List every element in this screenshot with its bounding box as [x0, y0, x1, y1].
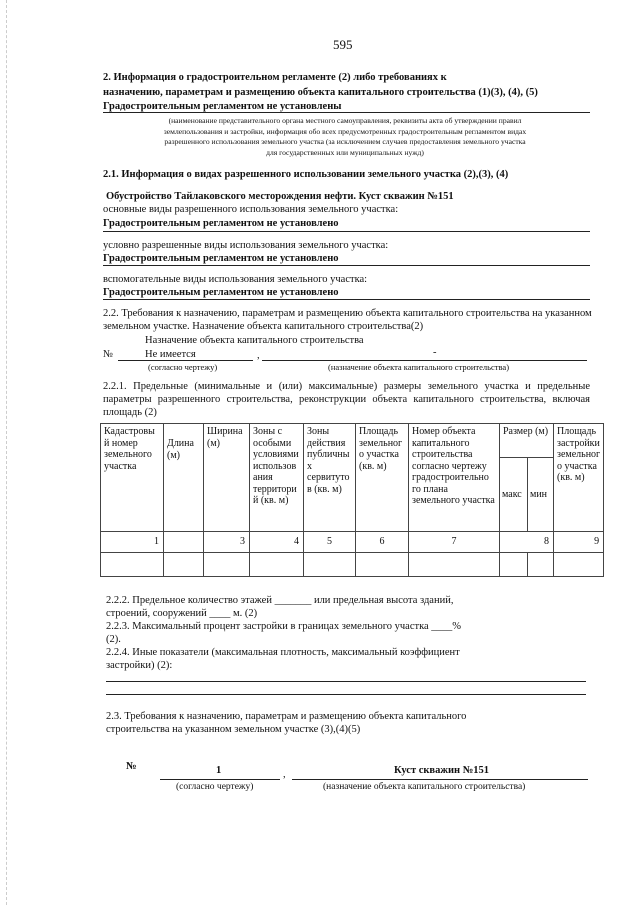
- caption-purpose: (назначение объекта капитального строительства): [328, 362, 510, 372]
- header-build-area: Площадь застройки земельног о участка (кв. м): [554, 424, 604, 532]
- cell: [204, 553, 250, 577]
- caption-line: разрешенного использования земельного участка (за исключением случаев предоставления земельного участка: [164, 137, 526, 146]
- underline: [103, 231, 590, 232]
- header-cadastral: Кадастровы й номер земельного участка: [101, 424, 164, 532]
- section222-text-cont: строений, сооружений ____ м. (2): [106, 608, 258, 619]
- col-number: [164, 532, 204, 553]
- auxiliary-uses-value: Градостроительным регламентом не установлено: [103, 287, 339, 298]
- number-sign: №: [103, 349, 114, 360]
- cell: [528, 553, 554, 577]
- col-number: 5: [304, 532, 356, 553]
- cell: [101, 553, 164, 577]
- drawing-number-value: Не имеется: [145, 349, 196, 360]
- section2-heading: 2. Информация о градостроительном регламенте (2) либо требованиях к: [103, 72, 447, 83]
- col-number: 8: [500, 532, 554, 553]
- table-row: [101, 553, 604, 577]
- header-special-zones: Зоны с особыми условиями использов ания территори й (кв. м): [250, 424, 304, 532]
- conditional-uses-label: условно разрешенные виды использования земельного участка:: [103, 240, 389, 251]
- page-number: 595: [333, 37, 353, 52]
- caption-drawing: (согласно чертежу): [176, 782, 254, 792]
- cell: [250, 553, 304, 577]
- cell: [409, 553, 500, 577]
- col-number: 9: [554, 532, 604, 553]
- section22-text-cont: земельном участке. Назначение объекта капитального строительства(2): [103, 321, 424, 332]
- purpose-value: -: [433, 347, 437, 358]
- cell: [164, 553, 204, 577]
- underline: [103, 265, 590, 266]
- caption-line: для государственных или муниципальных нужд): [266, 147, 424, 157]
- underline: [292, 779, 588, 780]
- section221-text: 2.2.1. Предельные (минимальные и (или) максимальные) размеры земельного участка и предельные: [103, 381, 590, 392]
- section223-text-cont: (2).: [106, 634, 121, 645]
- col-number: 3: [204, 532, 250, 553]
- caption-line: землепользования и застройки, информация обо всех предусмотренных градостроительным регламентом видах: [163, 126, 527, 136]
- header-max: макс: [500, 458, 528, 532]
- blank-line: [106, 694, 586, 695]
- header-width: Ширина (м): [204, 424, 250, 532]
- section21-heading: 2.1. Информация о видах разрешенного использовании земельного участка (2),(3), (4): [103, 169, 509, 180]
- section221-text-end: площадь (2): [103, 407, 157, 418]
- section2-value: Градостроительным регламентом не установлены: [103, 101, 342, 112]
- col-number: 4: [250, 532, 304, 553]
- cell: [554, 553, 604, 577]
- cell: [356, 553, 409, 577]
- scan-edge: [0, 0, 7, 905]
- caption-drawing: (согласно чертежу): [148, 362, 218, 372]
- header-object-number: Номер объекта капитального строительства согласно чертежу градостроительно го плана земельного участка: [409, 424, 500, 532]
- purpose-label: Назначение объекта капитального строительства: [145, 335, 364, 346]
- comma: ,: [257, 350, 260, 361]
- caption-purpose: (назначение объекта капитального строительства): [323, 782, 526, 792]
- header-servitude-zones: Зоны действия публичны х сервитуто в (кв. м): [304, 424, 356, 532]
- main-uses-label: основные виды разрешенного использования земельного участка:: [103, 204, 399, 215]
- col-number: 1: [101, 532, 164, 553]
- header-min: мин: [528, 458, 554, 532]
- section23-text-cont: строительства на указанном земельном участке (3),(4)(5): [106, 724, 361, 735]
- header-size: Размер (м): [500, 424, 554, 458]
- col-number: 6: [356, 532, 409, 553]
- header-length: Длина (м): [164, 424, 204, 532]
- caption-line: (наименование представительного органа местного самоуправления, реквизиты акта об утверждении правил: [168, 116, 522, 125]
- section224-text: 2.2.4. Иные показатели (максимальная плотность, максимальный коэффициент: [106, 647, 460, 658]
- section2-caption: [120, 116, 570, 158]
- cell: [500, 553, 528, 577]
- section22-text: 2.2. Требования к назначению, параметрам и размещению объекта капитального строительства на указанном: [103, 308, 592, 319]
- auxiliary-uses-label: вспомогательные виды использования земельного участка:: [103, 274, 368, 285]
- col-number: 7: [409, 532, 500, 553]
- section224-text-cont: застройки) (2):: [106, 660, 173, 671]
- object-name: Обустройство Тайлаковского месторождения нефти. Куст скважин №151: [106, 191, 454, 202]
- underline: [103, 299, 590, 300]
- underline: [103, 112, 590, 113]
- comma: ,: [283, 769, 286, 780]
- purpose-value: Куст скважин №151: [394, 765, 489, 776]
- section2-heading-cont: назначению, параметрам и размещению объекта капитального строительства (1)(3), (4), (5): [103, 87, 538, 98]
- underline: [160, 779, 280, 780]
- conditional-uses-value: Градостроительным регламентом не установлено: [103, 253, 339, 264]
- section222-text: 2.2.2. Предельное количество этажей _______ или предельная высота зданий,: [106, 595, 454, 606]
- section23-text: 2.3. Требования к назначению, параметрам и размещению объекта капитального: [106, 711, 467, 722]
- parameters-table: [100, 423, 604, 577]
- blank-line: [106, 681, 586, 682]
- header-plot-area: Площадь земельног о участка (кв. м): [356, 424, 409, 532]
- main-uses-value: Градостроительным регламентом не установлено: [103, 218, 339, 229]
- cell: [304, 553, 356, 577]
- section223-text: 2.2.3. Максимальный процент застройки в границах земельного участка ____%: [106, 621, 462, 632]
- section221-text-cont: параметры разрешенного строительства, реконструкции объекта капитального строительства, включая: [103, 394, 590, 405]
- number-sign: №: [126, 761, 137, 772]
- drawing-number-value: 1: [216, 765, 222, 776]
